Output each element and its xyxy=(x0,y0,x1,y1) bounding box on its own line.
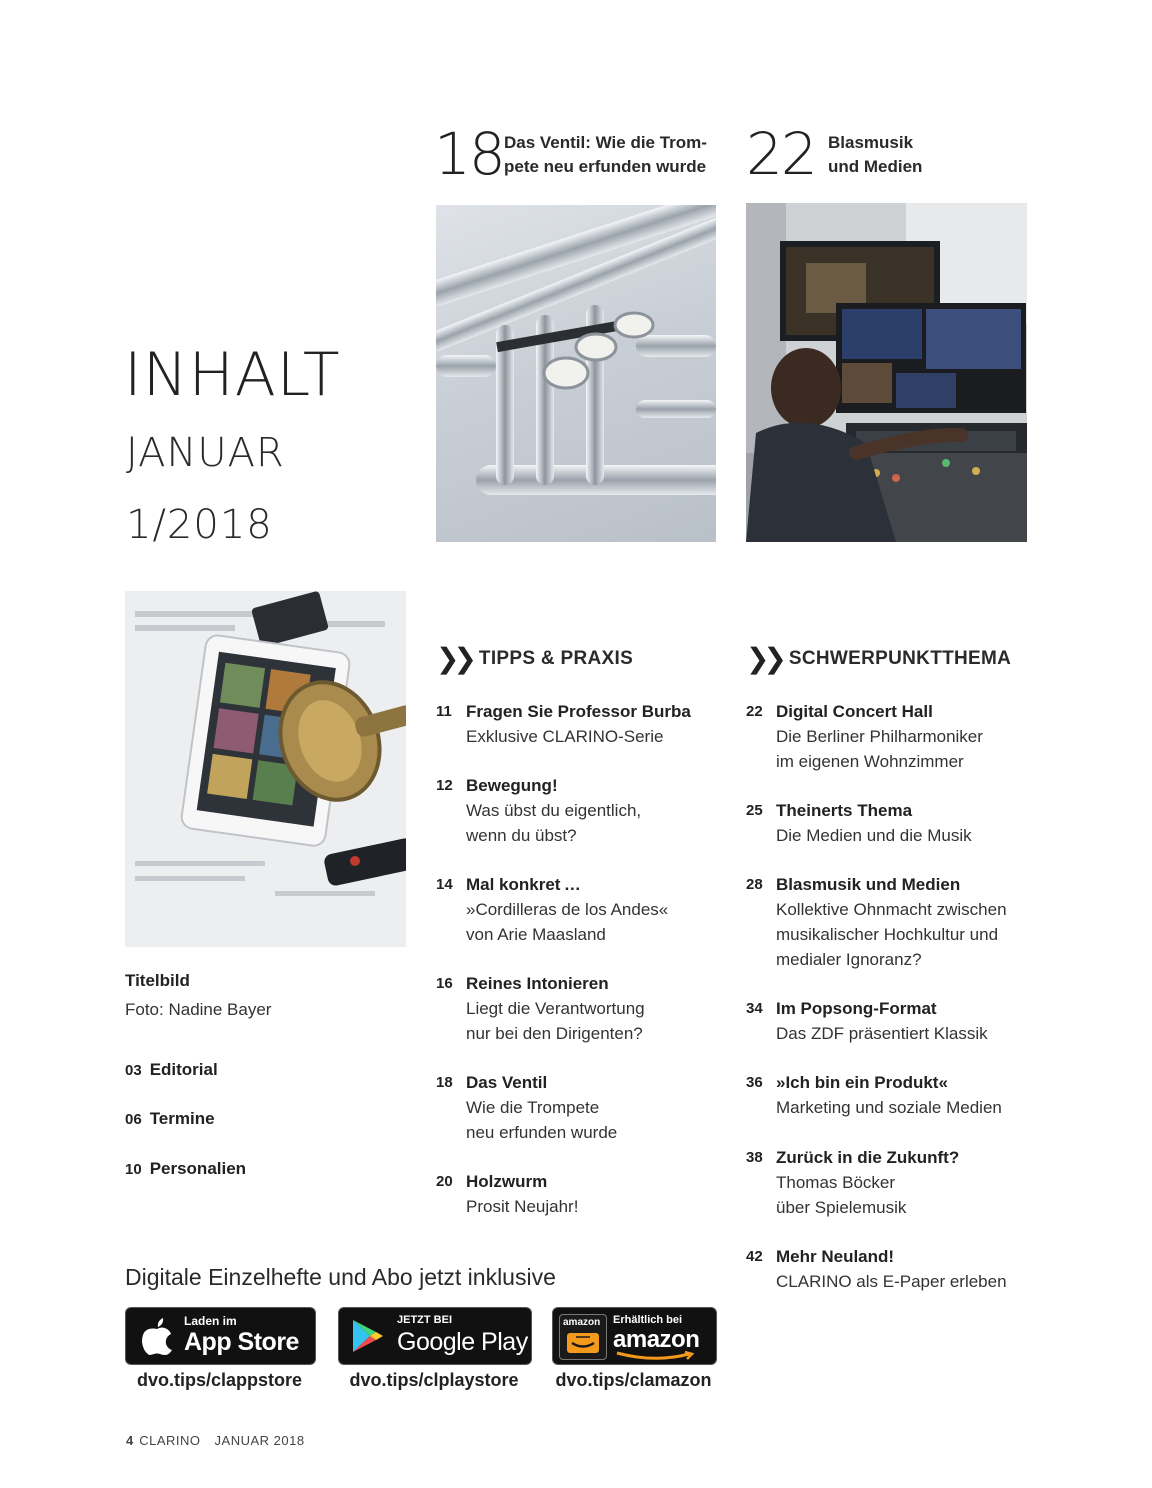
amazon-icon xyxy=(559,1314,607,1360)
store-line1: Erhältlich bei xyxy=(613,1314,683,1326)
toc-entry-personalien[interactable] xyxy=(125,1159,246,1179)
section-heading-tipps xyxy=(436,642,634,675)
feature-2-number: 22 xyxy=(746,120,816,188)
toc-page: 03 xyxy=(125,1062,142,1079)
amazon-button[interactable] xyxy=(552,1307,717,1365)
toc-title: Fragen Sie Professor Burba xyxy=(466,702,691,721)
store-line1: JETZT BEI xyxy=(397,1314,453,1326)
google-play-button[interactable] xyxy=(338,1307,532,1365)
toc-title: Theinerts Thema xyxy=(776,801,913,820)
toc-title: Holzwurm xyxy=(466,1172,548,1191)
amazon-url[interactable]: dvo.tips/clamazon xyxy=(555,1370,712,1390)
toc-desc: Liegt die Verantwortung nur bei den Dirigenten? xyxy=(466,999,645,1043)
toc-title: Mal konkret … xyxy=(466,875,581,894)
cover-caption-credit: Foto: Nadine Bayer xyxy=(125,1000,272,1019)
toc-title: Personalien xyxy=(149,1159,247,1178)
digital-headline: Digitale Einzelhefte und Abo jetzt inklusive xyxy=(125,1264,556,1290)
toc-desc: Prosit Neujahr! xyxy=(466,1197,579,1216)
toc-desc: CLARINO als E-Paper erleben xyxy=(776,1272,1007,1291)
toc-desc: Thomas Böcker über Spielemusik xyxy=(776,1173,907,1217)
toc-entry[interactable] xyxy=(746,798,972,848)
feature-1-title-line1: Das Ventil: Wie die Trom- xyxy=(504,133,707,152)
page-footer xyxy=(126,1433,319,1448)
toc-desc: Marketing und soziale Medien xyxy=(776,1098,1002,1117)
footer-magazine: CLARINO xyxy=(139,1433,201,1448)
issue-number: 1/2018 xyxy=(126,502,273,548)
toc-title: Im Popsong-Format xyxy=(776,999,937,1018)
toc-entry[interactable] xyxy=(746,1145,959,1220)
toc-page: 14 xyxy=(436,876,453,893)
amazon-badge-text: amazon xyxy=(563,1317,601,1328)
toc-entry[interactable] xyxy=(746,699,983,774)
toc-desc: Die Berliner Philharmoniker im eigenen Wohnzimmer xyxy=(776,727,983,771)
feature-2-title[interactable] xyxy=(828,131,922,179)
toc-page: 34 xyxy=(746,1000,763,1017)
footer-page-number: 4 xyxy=(126,1433,134,1448)
section-heading-schwerpunkt xyxy=(746,642,1012,675)
store-line2: App Store xyxy=(184,1328,299,1356)
double-chevron-icon: ❯❯ xyxy=(746,642,781,675)
google-play-url[interactable]: dvo.tips/clplaystore xyxy=(349,1370,519,1390)
toc-title: Mehr Neuland! xyxy=(776,1247,895,1266)
store-line2: Google Play xyxy=(397,1328,528,1356)
toc-entry[interactable] xyxy=(746,872,1007,972)
toc-title: Digital Concert Hall xyxy=(776,702,933,721)
broadcast-control-room-photo[interactable] xyxy=(746,203,1027,542)
toc-entry[interactable] xyxy=(746,996,988,1046)
toc-entry[interactable] xyxy=(436,773,641,848)
toc-page: 06 xyxy=(125,1111,142,1128)
store-line1: Laden im xyxy=(184,1314,237,1328)
toc-title: Reines Intonieren xyxy=(466,974,609,993)
toc-page: 18 xyxy=(436,1074,453,1091)
toc-desc: Wie die Trompete neu erfunden wurde xyxy=(466,1098,618,1142)
cover-caption-title: Titelbild xyxy=(125,971,190,990)
toc-entry[interactable] xyxy=(436,699,691,749)
toc-page: 25 xyxy=(746,802,763,819)
control-room-illustration-icon xyxy=(746,203,1027,542)
toc-desc: Kollektive Ohnmacht zwischen musikalischer Hochkultur und medialer Ignoranz? xyxy=(776,900,1007,969)
toc-title: Bewegung! xyxy=(466,776,558,795)
toc-page: 22 xyxy=(746,703,763,720)
feature-1-title[interactable] xyxy=(504,131,707,179)
store-line2: amazon xyxy=(613,1326,700,1353)
toc-page: 38 xyxy=(746,1149,763,1166)
feature-1-title-line2: pete neu erfunden wurde xyxy=(504,157,707,176)
feature-2-title-line2: und Medien xyxy=(828,157,923,176)
issue-month: JANUAR xyxy=(126,430,285,476)
trumpet-illustration-icon xyxy=(436,205,716,542)
toc-title: Editorial xyxy=(149,1060,218,1079)
cover-illustration-icon xyxy=(125,591,406,947)
toc-title: Blasmusik und Medien xyxy=(776,875,961,894)
toc-entry-editorial[interactable] xyxy=(125,1060,218,1080)
toc-desc: Das ZDF präsentiert Klassik xyxy=(776,1024,988,1043)
toc-page: 20 xyxy=(436,1173,453,1190)
toc-page: 10 xyxy=(125,1161,142,1178)
toc-entry[interactable] xyxy=(746,1244,1007,1294)
toc-title: Termine xyxy=(149,1109,215,1128)
toc-title: »Ich bin ein Produkt« xyxy=(776,1073,948,1092)
apple-icon xyxy=(140,1316,174,1356)
toc-entry[interactable] xyxy=(746,1070,1002,1120)
toc-desc: Die Medien und die Musik xyxy=(776,826,972,845)
google-play-icon xyxy=(351,1318,385,1354)
toc-desc: Was übst du eigentlich, wenn du übst? xyxy=(466,801,642,845)
section-heading-label: SCHWERPUNKTTHEMA xyxy=(788,648,1012,669)
feature-1-number: 18 xyxy=(434,120,504,188)
toc-title: Das Ventil xyxy=(466,1073,548,1092)
feature-2-title-line1: Blasmusik xyxy=(828,133,914,152)
section-heading-label: TIPPS & PRAXIS xyxy=(478,648,634,669)
footer-date: JANUAR 2018 xyxy=(214,1433,305,1448)
toc-entry[interactable] xyxy=(436,872,668,947)
toc-page: 16 xyxy=(436,975,453,992)
toc-page: 11 xyxy=(436,703,452,720)
toc-entry[interactable] xyxy=(436,971,645,1046)
toc-desc: »Cordilleras de los Andes« von Arie Maasland xyxy=(466,900,669,944)
toc-entry-termine[interactable] xyxy=(125,1109,215,1129)
toc-page: 36 xyxy=(746,1074,763,1091)
double-chevron-icon: ❯❯ xyxy=(436,642,471,675)
toc-page: 42 xyxy=(746,1248,763,1265)
amazon-smile-icon xyxy=(615,1351,695,1361)
app-store-url[interactable]: dvo.tips/clappstore xyxy=(136,1370,303,1390)
page-title: INHALT xyxy=(124,340,341,410)
toc-desc: Exklusive CLARINO-Serie xyxy=(466,727,664,746)
trumpet-valves-photo[interactable] xyxy=(436,205,716,542)
cover-tablet-trumpet-photo[interactable] xyxy=(125,591,406,947)
amazon-box-icon xyxy=(566,1331,600,1355)
toc-page: 28 xyxy=(746,876,763,893)
toc-page: 12 xyxy=(436,777,453,794)
toc-entry[interactable] xyxy=(436,1070,617,1145)
toc-entry[interactable] xyxy=(436,1169,578,1219)
toc-title: Zurück in die Zukunft? xyxy=(776,1148,960,1167)
app-store-button[interactable] xyxy=(125,1307,316,1365)
